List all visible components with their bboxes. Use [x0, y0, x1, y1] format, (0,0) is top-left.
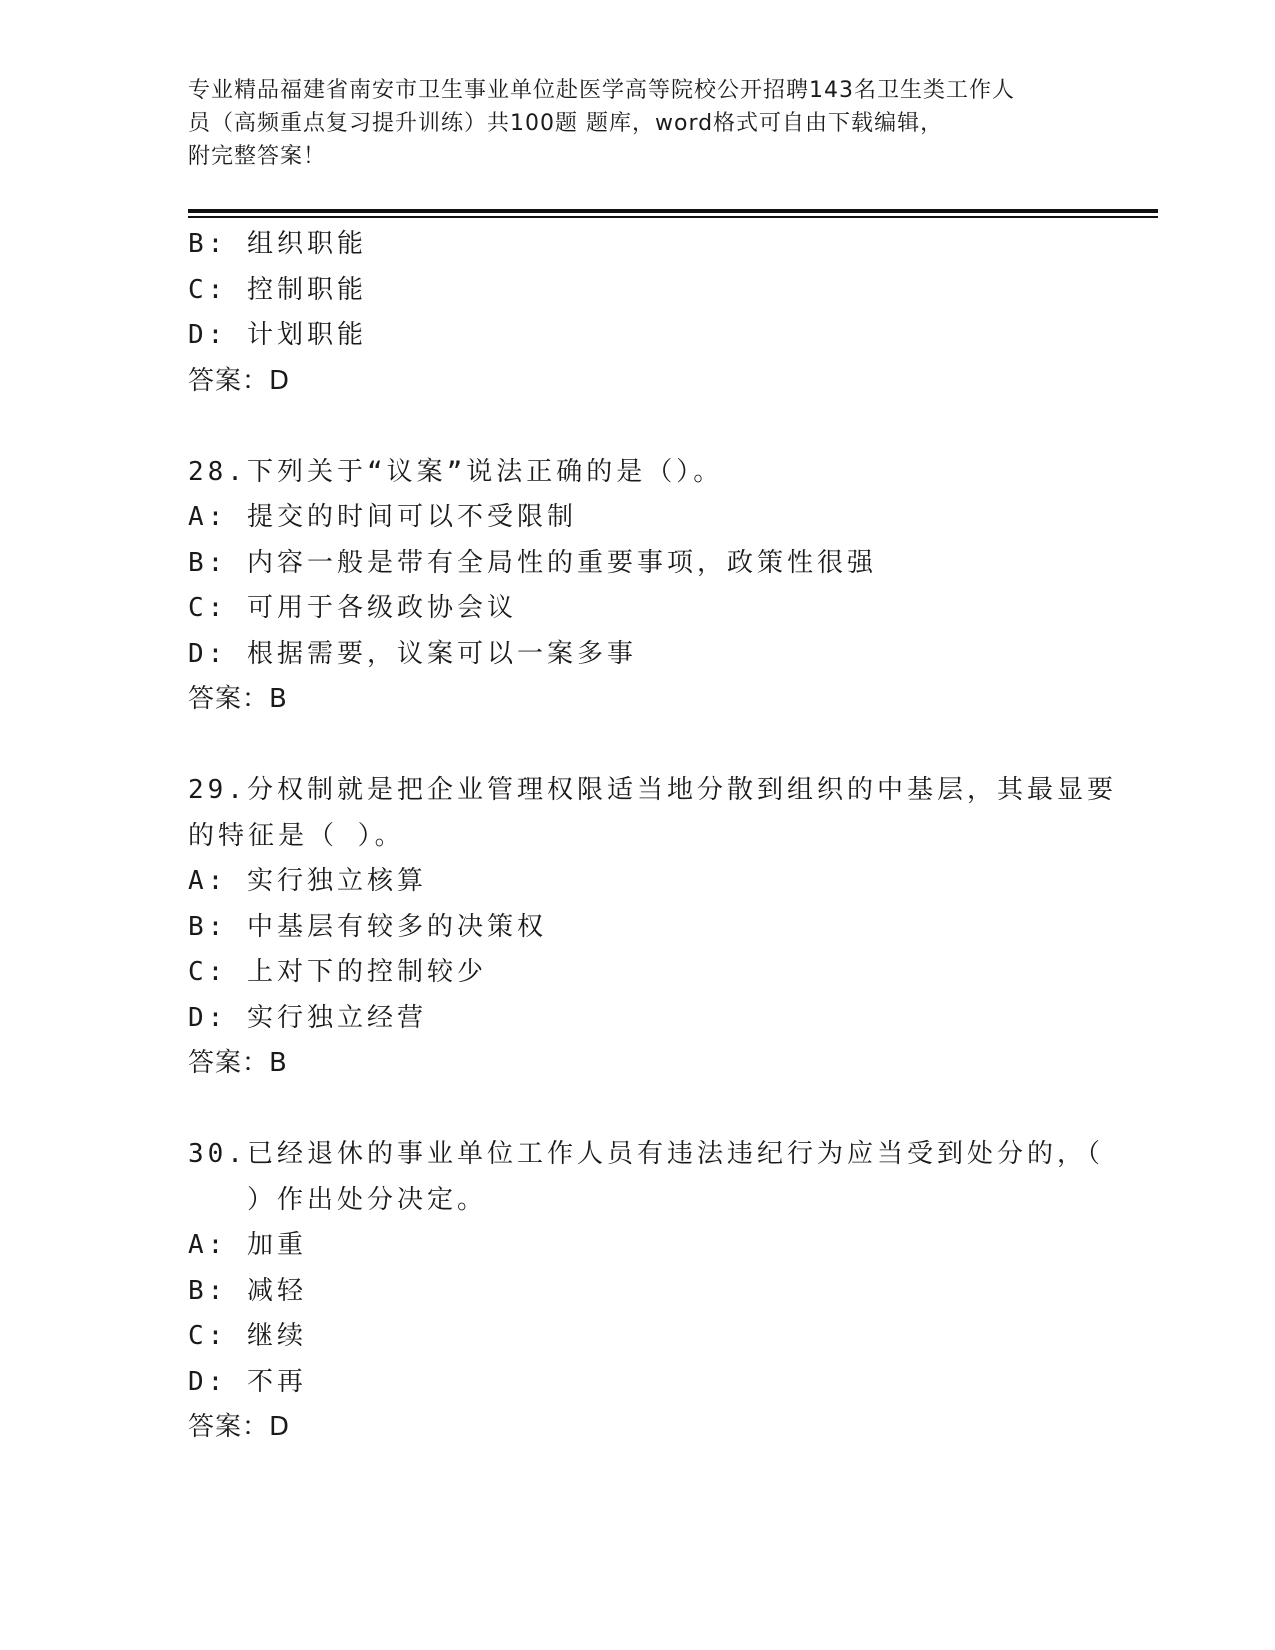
question-30: [188, 1132, 1108, 1451]
option-d: D: 实行独立经营: [188, 1002, 427, 1033]
answer-line: 答案：B: [188, 1048, 288, 1078]
option-a: A: 提交的时间可以不受限制: [188, 502, 577, 532]
header-line-2: 员（高频重点复习提升训练）共100题 题库，word格式可自由下载编辑，: [188, 111, 944, 136]
answer-line: 答案：B: [188, 684, 288, 714]
question-content: [188, 222, 1117, 1451]
option-a: A: 实行独立核算: [188, 866, 427, 896]
option-c: C: 继续: [188, 1321, 307, 1351]
question-29: [188, 768, 1117, 1087]
question-stem-continued: ）作出处分决定。: [188, 1184, 487, 1215]
option-b: B: 中基层有较多的决策权: [188, 911, 547, 942]
option-c: C: 上对下的控制较少: [188, 957, 487, 987]
question-spacer: [188, 404, 1108, 450]
option-a: A: 加重: [188, 1230, 307, 1260]
question-stem: 30.已经退休的事业单位工作人员有违法违纪行为应当受到处分的，（: [188, 1139, 1104, 1169]
answer-line: 答案：D: [188, 1412, 291, 1442]
option-d: D: 计划职能: [188, 320, 367, 350]
option-c: C: 控制职能: [188, 274, 367, 305]
question-stem: 29.分权制就是把企业管理权限适当地分散到组织的中基层，其最显要: [188, 775, 1117, 805]
question-stem: 28.下列关于“议案”说法正确的是（）。: [188, 456, 724, 487]
answer-line: 答案：D: [188, 365, 291, 396]
header-line-1: 专业精品福建省南安市卫生事业单位赴医学高等院校公开招聘143名卫生类工作人: [188, 78, 1015, 103]
question-spacer: [188, 1087, 1108, 1133]
option-b: B: 组织职能: [188, 229, 367, 259]
option-d: D: 根据需要，议案可以一案多事: [188, 638, 637, 669]
header-divider-thick: [188, 209, 1158, 213]
header-divider-thin: [188, 216, 1158, 218]
document-header: [188, 74, 1088, 173]
header-line-3: 附完整答案！: [188, 144, 327, 169]
question-stem-continued: 的特征是（ ）。: [188, 820, 405, 851]
question-28: [188, 450, 1108, 723]
option-b: B: 内容一般是带有全局性的重要事项，政策性很强: [188, 547, 877, 578]
option-c: C: 可用于各级政协会议: [188, 593, 517, 623]
question-spacer: [188, 723, 1108, 769]
question-27-continued: [188, 222, 1108, 404]
option-d: D: 不再: [188, 1366, 307, 1397]
option-b: B: 减轻: [188, 1275, 307, 1306]
